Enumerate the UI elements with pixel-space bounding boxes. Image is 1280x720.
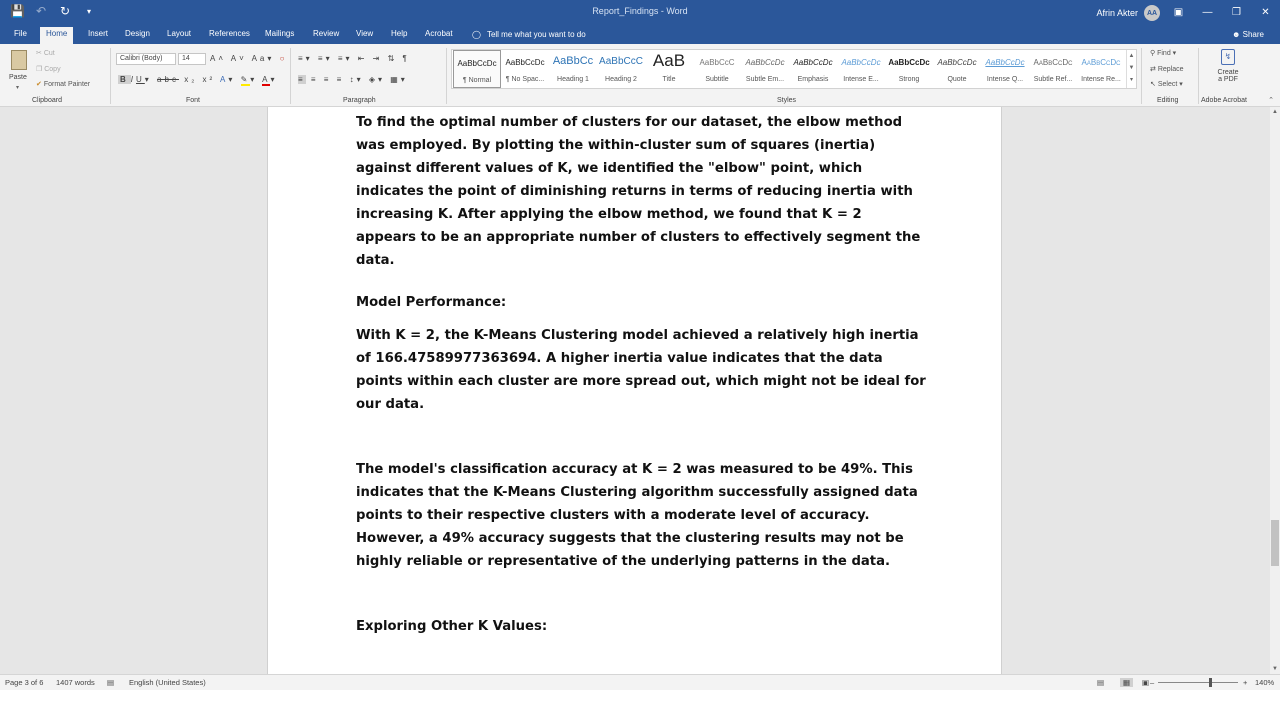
- cut-label: Cut: [43, 50, 55, 57]
- find-icon: ⚲: [1150, 50, 1156, 57]
- zoom-level[interactable]: 140%: [1255, 678, 1275, 687]
- word-count[interactable]: 1407 words: [56, 678, 95, 687]
- user-account[interactable]: [1096, 5, 1160, 21]
- paste-button[interactable]: [8, 48, 32, 94]
- style-label: Intense Re...: [1081, 76, 1121, 83]
- scissors-icon: ✂: [36, 50, 42, 57]
- share-icon: ☻: [1231, 30, 1241, 39]
- ribbon-display-icon[interactable]: ▣: [1173, 7, 1184, 18]
- create-pdf-label-1: Create: [1217, 69, 1239, 76]
- document-title: Report_Findings - Word: [592, 6, 688, 16]
- ribbon-tabs: [0, 25, 1280, 44]
- document-area: [0, 107, 1270, 674]
- underline-icon[interactable]: U: [136, 75, 145, 84]
- style-label: Heading 2: [605, 76, 637, 83]
- window-controls: [1164, 0, 1280, 25]
- select-icon: ↖: [1150, 81, 1156, 88]
- tab-design[interactable]: Design: [125, 29, 150, 38]
- font-name-dropdown[interactable]: Calibri (Body): [116, 53, 176, 65]
- find-label: Find: [1157, 50, 1171, 57]
- style-subtitle[interactable]: [693, 50, 741, 88]
- style-preview: AaBbCcDc: [745, 58, 785, 67]
- web-layout-icon[interactable]: ▣: [1142, 678, 1150, 687]
- style-preview: AaBbCcDc: [1033, 58, 1073, 67]
- zoom-in-icon[interactable]: +: [1243, 678, 1248, 687]
- copy-icon: ❐: [36, 66, 43, 73]
- zoom-out-icon[interactable]: –: [1150, 678, 1155, 687]
- clipboard-group-label: Clipboard: [32, 97, 62, 104]
- font-format-row: B IU▾ abc x₂ x²: [120, 75, 216, 84]
- style-normal[interactable]: [453, 50, 501, 88]
- language-indicator[interactable]: English (United States): [129, 678, 206, 687]
- style-label: Emphasis: [797, 76, 829, 83]
- superscript-icon[interactable]: x²: [202, 75, 216, 84]
- zoom-slider-handle[interactable]: [1209, 678, 1212, 687]
- paragraph-group-label: Paragraph: [343, 97, 376, 104]
- create-pdf-label-2: a PDF: [1218, 76, 1238, 83]
- style-strong[interactable]: [885, 50, 933, 88]
- style-heading-2[interactable]: [597, 50, 645, 88]
- shading-icon[interactable]: ◈: [368, 75, 378, 84]
- restore-icon[interactable]: ❐: [1232, 7, 1241, 18]
- style-label: Subtle Em...: [745, 76, 785, 83]
- style-heading-1[interactable]: [549, 50, 597, 88]
- zoom-slider[interactable]: [1158, 682, 1238, 683]
- format-painter-button[interactable]: [36, 80, 90, 88]
- pdf-icon: ↯: [1221, 49, 1235, 65]
- replace-button[interactable]: [1150, 65, 1184, 73]
- paste-chevron-icon: ▾: [16, 85, 20, 91]
- vertical-scrollbar[interactable]: [1270, 107, 1280, 674]
- font-color-icon[interactable]: A: [262, 75, 271, 84]
- style-preview: AaBbCcDc: [985, 58, 1025, 67]
- title-bar: [0, 0, 1280, 25]
- strikethrough-icon[interactable]: abc: [157, 75, 179, 84]
- style-label: Strong: [898, 76, 920, 83]
- font-size-controls[interactable]: A˄ A˅ Aa▾ ○: [210, 54, 288, 63]
- style-quote[interactable]: [933, 50, 981, 88]
- tab-review[interactable]: Review: [313, 29, 340, 38]
- styles-group-label: Styles: [777, 97, 797, 104]
- paragraph-inertia[interactable]: With K = 2, the K-Means Clustering model achieved a relatively high inertia of 166.47589977363694. A higher inertia value indicates that the data points within each cluster are more spread out, which might not be ideal for our data.: [356, 328, 926, 412]
- avatar: AA: [1144, 5, 1160, 21]
- style-label: Quote: [947, 76, 967, 83]
- style-label: Intense E...: [843, 76, 879, 83]
- editing-group-label: Editing: [1157, 97, 1179, 104]
- style-preview: AaBbCcC: [699, 58, 735, 67]
- tab-help[interactable]: Help: [391, 29, 408, 38]
- copy-label: Copy: [44, 66, 61, 73]
- style-preview: AaBbCcDc: [793, 58, 833, 67]
- redo-icon[interactable]: ↻: [59, 4, 71, 18]
- bold-icon[interactable]: B: [120, 75, 129, 84]
- styles-scroll-icon[interactable]: ▲ ▼ ▾: [1126, 50, 1136, 88]
- italic-icon[interactable]: I: [130, 75, 137, 84]
- pilcrow-icon[interactable]: ¶: [402, 54, 410, 63]
- style-emphasis[interactable]: [789, 50, 837, 88]
- replace-label: Replace: [1157, 66, 1184, 73]
- paragraph-elbow-method[interactable]: To find the optimal number of clusters for our dataset, the elbow method was employed. By plotting the within-cluster sum of squares (inertia) against different values of K, we identified the "elbow" point, which indicates the point of diminishing returns in terms of reducing inertia with increasing K. After applying the elbow method, we found that K = 2 appears to be an appropriate number of clusters to effectively segment the data.: [356, 115, 921, 268]
- heading-model-performance[interactable]: Model Performance:: [356, 295, 507, 310]
- style-label: ¶ No Spac...: [505, 76, 545, 83]
- divider: [290, 48, 291, 104]
- tab-file[interactable]: File: [14, 29, 27, 38]
- style-preview: AaBbCcDc: [505, 58, 545, 67]
- style-preview: AaBbCcDc: [457, 59, 497, 68]
- acrobat-group-label: Adobe Acrobat: [1201, 97, 1247, 104]
- tab-mailings[interactable]: Mailings: [265, 29, 295, 38]
- subscript-icon[interactable]: x₂: [184, 75, 198, 84]
- copy-button[interactable]: [36, 65, 61, 73]
- format-painter-label: Format Painter: [43, 81, 91, 88]
- style-intense-emphasis[interactable]: [837, 50, 885, 88]
- undo-icon[interactable]: ↶: [35, 4, 47, 18]
- style-intense-reference[interactable]: [1077, 50, 1125, 88]
- style-label: Intense Q...: [986, 76, 1024, 83]
- scroll-up-icon[interactable]: ▲: [1272, 109, 1278, 115]
- style-preview: AaBbCcDc: [841, 58, 881, 67]
- tab-view[interactable]: View: [356, 29, 374, 38]
- style-label: Subtle Ref...: [1033, 76, 1073, 83]
- tab-insert[interactable]: Insert: [88, 29, 109, 38]
- cut-button[interactable]: [36, 49, 55, 57]
- style-subtle-reference[interactable]: [1029, 50, 1077, 88]
- divider: [1141, 48, 1142, 104]
- select-label: Select: [1157, 81, 1178, 88]
- style-title[interactable]: [645, 50, 693, 88]
- paintbrush-icon: ✔: [36, 81, 42, 88]
- read-mode-icon[interactable]: ▤: [1097, 678, 1105, 687]
- style-preview: AaBbCcC: [599, 56, 643, 67]
- style-label: Title: [662, 76, 676, 83]
- divider: [1198, 48, 1199, 104]
- lightbulb-icon: ◯: [472, 30, 481, 39]
- paste-label: Paste: [9, 74, 27, 81]
- align-left-icon[interactable]: ≡: [298, 75, 306, 84]
- ribbon-home: [0, 44, 1280, 107]
- font-size-dropdown[interactable]: 14: [178, 53, 206, 65]
- font-group-label: Font: [186, 97, 201, 104]
- style-intense-quote[interactable]: [981, 50, 1029, 88]
- style-preview: AaBbCcDc: [1081, 58, 1121, 67]
- scroll-down-icon[interactable]: ▼: [1272, 666, 1278, 672]
- divider: [446, 48, 447, 104]
- share-label: Share: [1242, 30, 1264, 39]
- print-layout-icon[interactable]: ▦: [1120, 678, 1133, 687]
- heading-exploring-k[interactable]: Exploring Other K Values:: [356, 619, 548, 634]
- style-no-spacing[interactable]: [501, 50, 549, 88]
- paragraph-accuracy[interactable]: The model's classification accuracy at K = 2 was measured to be 49%. This indicates that the K-Means Clustering algorithm successfully assigned data points to their respective clusters with a moderate level of accuracy. However, a 49% accuracy suggests that the clustering results may not be highly reliable or representative of the underlying patterns in the data.: [356, 462, 918, 569]
- text-effects-icon[interactable]: A: [220, 75, 229, 84]
- tell-me-box[interactable]: [472, 30, 586, 39]
- tab-references[interactable]: References: [209, 29, 250, 38]
- document-page[interactable]: [267, 107, 1002, 674]
- collapse-ribbon-icon[interactable]: ⌃: [1268, 97, 1274, 104]
- tab-home[interactable]: Home: [40, 27, 73, 44]
- select-button[interactable]: ↖ Select ▾: [1150, 81, 1183, 88]
- tab-acrobat[interactable]: Acrobat: [425, 29, 453, 38]
- page-indicator[interactable]: Page 3 of 6: [5, 678, 44, 687]
- proofing-icon[interactable]: ▤: [107, 678, 115, 687]
- user-name: Afrin Akter: [1096, 8, 1138, 18]
- share-button[interactable]: [1232, 30, 1264, 39]
- scroll-thumb[interactable]: [1271, 520, 1279, 566]
- highlight-icon[interactable]: ✎: [240, 75, 251, 84]
- replace-icon: ⇄: [1150, 66, 1156, 73]
- minimize-icon[interactable]: —: [1202, 7, 1213, 18]
- style-preview: AaBbCcDc: [888, 58, 930, 67]
- clipboard-icon: [11, 50, 27, 70]
- style-label: ¶ Normal: [462, 77, 492, 84]
- customize-qat-icon[interactable]: ▾: [86, 6, 91, 16]
- save-icon[interactable]: 💾: [10, 4, 25, 18]
- tell-me-text: Tell me what you want to do: [486, 30, 586, 39]
- font-color-row: A▾ ✎▾ A▾: [220, 75, 278, 84]
- taskbar-area: [0, 690, 1280, 720]
- create-pdf-button[interactable]: [1208, 49, 1248, 93]
- styles-gallery: [451, 49, 1137, 89]
- divider: [110, 48, 111, 104]
- borders-icon[interactable]: ▦: [390, 75, 401, 84]
- close-icon[interactable]: ✕: [1261, 7, 1270, 18]
- list-controls[interactable]: ≡▾ ≡▾ ≡▾ ⇤ ⇥ ⇅ ¶: [298, 54, 410, 63]
- tab-layout[interactable]: Layout: [167, 29, 192, 38]
- style-preview: AaB: [652, 51, 686, 70]
- status-bar: [0, 674, 1280, 690]
- sort-icon[interactable]: ⇅: [387, 54, 398, 63]
- style-subtle-emphasis[interactable]: [741, 50, 789, 88]
- style-label: Subtitle: [705, 76, 729, 83]
- style-label: Heading 1: [557, 76, 589, 83]
- style-preview: AaBbCc: [552, 55, 594, 67]
- clear-formatting-icon[interactable]: ○: [279, 54, 288, 63]
- style-preview: AaBbCcDc: [937, 58, 977, 67]
- find-button[interactable]: ⚲ Find ▾: [1150, 50, 1177, 57]
- alignment-controls[interactable]: ≡ ≡ ≡ ≡ ↕▾ ◈▾ ▦▾: [298, 75, 408, 84]
